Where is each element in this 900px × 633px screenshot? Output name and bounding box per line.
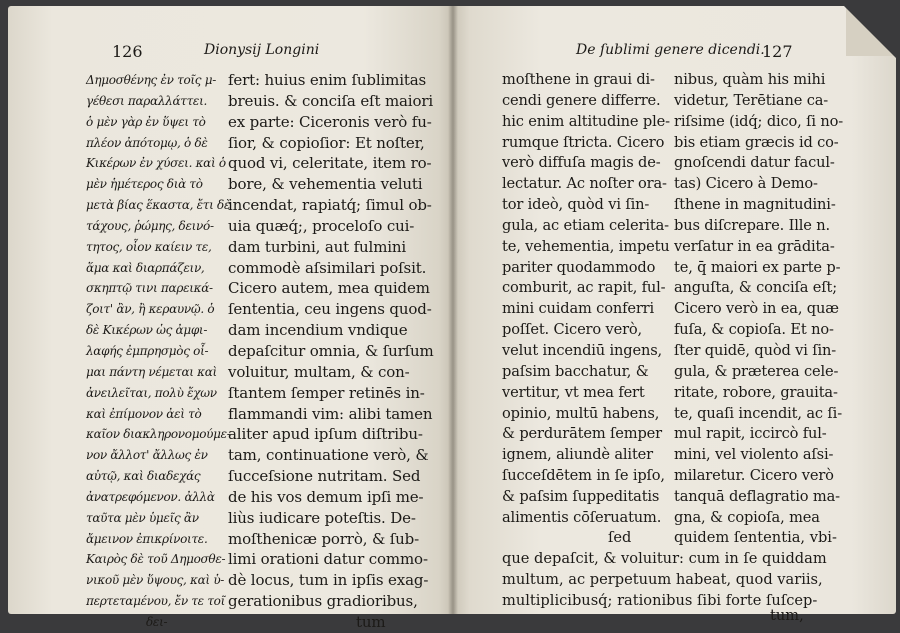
greek-line: μαι πάντη νέμεται καὶ — [86, 364, 217, 379]
greek-line: Κικέρων ἐν χύσει. καὶ ὁ — [86, 156, 226, 171]
latin-line: aliter apud ipſum diſtribu- — [228, 425, 423, 444]
latin-line: te, quaſi incendit, ac ſi- — [674, 404, 842, 422]
greek-line: ζοιτ' ἂν, ἢ κεραυνῷ. ὁ — [86, 302, 215, 317]
greek-line: καὶ ἐπίμονον ἀεὶ τὸ — [86, 406, 202, 421]
latin-line: & paſsim ſuppeditatis — [502, 487, 660, 505]
running-head-left: Dionysij Longini — [204, 42, 320, 58]
torn-corner — [844, 6, 896, 58]
latin-line: moſthenicæ porrò, & ſub- — [228, 529, 420, 548]
latin-line: cendi genere differre. — [502, 91, 661, 109]
latin-line: gula, & præterea cele- — [674, 362, 839, 380]
latin-line: te, q̄ maiori ex parte p- — [674, 258, 841, 276]
latin-line: mini, vel violento aſsi- — [674, 446, 834, 464]
latin-line: alimentis cōſeruatum. — [502, 508, 662, 526]
latin-line: gnoſcendi datur facul- — [674, 154, 835, 172]
latin-line: tanquā deflagratio ma- — [674, 487, 840, 505]
page-number-left: 126 — [112, 42, 143, 61]
latin-line: commodè aſsimilari poſsit. — [228, 258, 427, 277]
split-row-right: quidem ſententia, vbi- — [674, 529, 837, 546]
catchword-left: tum — [356, 612, 386, 631]
latin-line: ex parte: Ciceronis verò fu- — [228, 112, 432, 131]
latin-line: Cicero verò in ea, quæ — [674, 300, 839, 318]
greek-line: τάχους, ῥώμης, δεινό- — [86, 218, 214, 233]
latin-line: de his vos demum ipſi me- — [228, 487, 424, 506]
greek-line: ὁ μὲν γὰρ ἐν ὕψει τὸ — [86, 114, 206, 129]
latin-line: voluitur, multam, & con- — [228, 362, 410, 381]
latin-line: gerationibus gradioribus, — [228, 592, 418, 611]
full-width-line: multum, ac perpetuum habeat, quod variis, — [502, 571, 823, 588]
latin-line: mul rapit, iccircò ful- — [674, 425, 827, 443]
catchword-right: tum, — [770, 607, 804, 624]
latin-line: nibus, quàm his mihi — [674, 71, 826, 88]
latin-line: ſtantem ſemper retinēs in- — [228, 383, 425, 402]
greek-line: ἅμα καὶ διαρπάζειν, — [86, 260, 205, 275]
latin-line: bus diſcrepare. Ille n. — [674, 216, 830, 234]
latin-line: Cicero autem, mea quidem — [228, 279, 430, 298]
greek-line: μετὰ βίας ἕκαστα, ἔτι δὲ — [86, 198, 231, 213]
latin-line: milaretur. Cicero verò — [674, 467, 834, 485]
greek-line: νον ἄλλοτ' ἄλλως ἐν — [86, 448, 208, 463]
latin-line: bore, & vehementia veluti — [228, 175, 423, 194]
latin-line: ignem, aliundè aliter — [502, 446, 653, 464]
greek-line: δὲ Κικέρων ὡς ἀμφι- — [86, 323, 208, 338]
greek-line: σκηπτῷ τινι παρεικά- — [86, 281, 213, 296]
latin-line: fuſa, & copioſa. Et no- — [674, 321, 834, 339]
latin-line: quod vi, celeritate, item ro- — [228, 154, 432, 173]
latin-line: ſucceſsione nutritam. Sed — [228, 467, 421, 486]
latin-line: paſsim bacchatur, & — [502, 362, 649, 380]
left-page — [8, 6, 452, 631]
latin-line: moſthene in graui di- — [502, 71, 655, 88]
greek-column — [86, 70, 231, 633]
greek-line: καῖον διακληρονομούμε- — [86, 427, 231, 442]
latin-line: velut incendiū ingens, — [502, 341, 663, 359]
full-width-line: multiplicibusq́; rationibus ſibi forte ſuſcep- — [502, 592, 818, 609]
latin-line: tor ideò, quòd vi ſin- — [502, 196, 650, 214]
latin-line: & perdurātem ſemper — [502, 425, 662, 443]
greek-line: πλέον ἀπότομῳ, ὁ δὲ — [86, 135, 208, 150]
latin-line: ritate, robore, grauita- — [674, 383, 838, 401]
latin-line: breuis. & conciſa eſt maiori — [228, 91, 434, 110]
greek-line: δει- — [146, 614, 168, 629]
latin-line: te, vehementia, impetu — [502, 237, 670, 255]
running-head-right: De ſublimi genere dicendi. — [576, 42, 765, 58]
latin-line: opinio, multū habens, — [502, 404, 660, 422]
latin-line: uia quæq́;, proceloſo cui- — [228, 216, 415, 235]
latin-line: liùs iudicare poteſtis. De- — [228, 508, 416, 527]
latin-line: ſucceſdētem in ſe ipſo, — [502, 467, 665, 485]
latin-line: flammandi vim: alibi tamen — [228, 404, 433, 423]
greek-line: γέθεσι παραλλάττει. — [86, 93, 207, 108]
latin-line: bis etiam græcis id co- — [674, 133, 839, 151]
greek-line: ἄμεινον ἐπικρίνοιτε. — [86, 531, 208, 546]
right-page — [452, 6, 896, 624]
latin-line: comburit, ac rapit, ful- — [502, 279, 666, 297]
latin-line: pariter quodammodo — [502, 258, 656, 276]
latin-line: gna, & copioſa, mea — [674, 508, 820, 526]
greek-line: αὐτῷ, καὶ διαδεχάς — [86, 469, 201, 484]
right-column-a — [502, 70, 670, 529]
greek-line: περτεταμένου, ἔν τε τοῖ — [86, 594, 225, 609]
latin-line: verſatur in ea grādita- — [674, 237, 835, 255]
latin-line: dè locus, tum in ipſis exag- — [228, 571, 429, 590]
right-column-b — [674, 70, 842, 529]
page-number-right: 127 — [762, 42, 793, 61]
latin-line: depaſcitur omnia, & ſurſum — [228, 341, 434, 360]
latin-line: hic enim altitudine ple- — [502, 112, 670, 130]
latin-line: ſior, & copioſior: Et noſter, — [228, 133, 425, 152]
greek-line: Δημοσθένης ἐν τοῖς μ- — [86, 73, 216, 87]
greek-line: ταῦτα μὲν ὑμεῖς ἂν — [86, 510, 199, 525]
latin-line: fert: huius enim ſublimitas — [228, 71, 427, 89]
split-row-left: ſed — [608, 529, 632, 546]
latin-line: anguſta, & conciſa eſt; — [674, 279, 838, 297]
latin-line: vertitur, vt mea fert — [502, 383, 645, 401]
greek-line: λαφής ἐμπρησμὸς οἶ- — [86, 343, 209, 358]
latin-line: rumque ſtricta. Cicero — [502, 133, 665, 151]
latin-line: dam incendium vndique — [228, 321, 408, 340]
greek-line: Καιρὸς δὲ τοῦ Δημοσθε- — [86, 552, 226, 567]
latin-line: poſſet. Cicero verò, — [502, 321, 643, 339]
latin-line: limi orationi datur commo- — [228, 550, 428, 569]
latin-line: tas) Cicero à Demo- — [674, 175, 818, 193]
latin-line: dam turbini, aut fulmini — [228, 237, 407, 256]
greek-line: τητος, οἷον καίειν τε, — [86, 239, 212, 254]
latin-line: ſententia, ceu ingens quod- — [228, 300, 432, 319]
latin-line: verò diffuſa magis de- — [502, 154, 661, 172]
latin-line: incendat, rapiatq́; ſimul ob- — [228, 196, 432, 215]
latin-line: gula, ac etiam celerita- — [502, 216, 669, 234]
latin-column — [228, 70, 440, 633]
latin-line: riſsime (idq́; dico, ſi no- — [674, 112, 844, 130]
full-width-line: que depaſcit, & voluitur: cum in ſe quiddam — [502, 550, 827, 567]
greek-line: ἀνειλεῖται, πολὺ ἔχων — [86, 385, 217, 400]
latin-line: ſter quidē, quòd vi ſin- — [674, 341, 837, 359]
greek-line: νικοῦ μὲν ὕψους, καὶ ὑ- — [86, 573, 225, 588]
greek-line: ἀνατρεφόμενον. ἀλλὰ — [86, 489, 215, 504]
latin-line: ſthene in magnitudini- — [674, 196, 836, 214]
latin-line: tam, continuatione verò, & — [228, 446, 429, 465]
book-gutter — [448, 6, 458, 614]
greek-line: μὲν ἡμέτερος διὰ τὸ — [86, 177, 203, 192]
latin-line: videtur, Terētiane ca- — [674, 91, 829, 109]
latin-line: mini cuidam conferri — [502, 300, 654, 318]
latin-line: lectatur. Ac noſter ora- — [502, 175, 667, 193]
